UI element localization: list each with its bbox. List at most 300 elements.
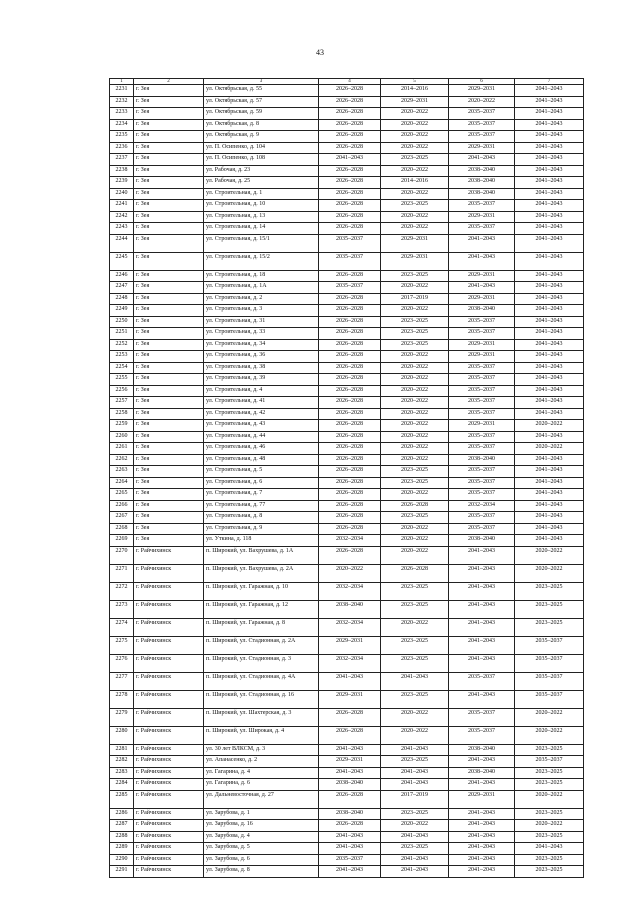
address-cell: ул. Строительная, д. 33 xyxy=(204,328,319,340)
period-cell: 2020–2022 xyxy=(381,408,449,420)
period-cell: 2041–2043 xyxy=(515,454,584,466)
period-cell: 2029–2031 xyxy=(449,142,515,154)
period-cell: 2026–2028 xyxy=(319,270,381,282)
table-row xyxy=(110,672,584,690)
period-cell: 2038–2040 xyxy=(449,744,515,756)
locality-cell: г. Зея xyxy=(134,234,204,252)
row-number-cell: 2236 xyxy=(110,142,134,154)
address-cell: ул. Строительная, д. 6 xyxy=(204,477,319,489)
table-row xyxy=(110,223,584,235)
address-cell: ул. Строительная, д. 48 xyxy=(204,454,319,466)
period-cell: 2026–2028 xyxy=(319,316,381,328)
row-number-cell: 2250 xyxy=(110,316,134,328)
row-number-cell: 2231 xyxy=(110,85,134,97)
period-cell: 2041–2043 xyxy=(381,779,449,791)
row-number-cell: 2270 xyxy=(110,546,134,564)
period-cell: 2026–2028 xyxy=(319,500,381,512)
address-cell: ул. Строительная, д. 14 xyxy=(204,223,319,235)
period-cell: 2026–2028 xyxy=(319,523,381,535)
locality-cell: г. Зея xyxy=(134,362,204,374)
period-cell: 2029–2031 xyxy=(319,690,381,708)
locality-cell: г. Зея xyxy=(134,293,204,305)
table-row xyxy=(110,142,584,154)
table-body xyxy=(110,85,584,878)
period-cell: 2029–2031 xyxy=(449,790,515,808)
table-row xyxy=(110,690,584,708)
row-number-cell: 2234 xyxy=(110,119,134,131)
table-row xyxy=(110,252,584,270)
row-number-cell: 2241 xyxy=(110,200,134,212)
address-cell: ул. Зарубова, д. 16 xyxy=(204,820,319,832)
period-cell: 2035–2037 xyxy=(449,374,515,386)
table-row xyxy=(110,808,584,820)
row-number-cell: 2274 xyxy=(110,618,134,636)
period-cell: 2041–2043 xyxy=(515,119,584,131)
table-row xyxy=(110,282,584,294)
row-number-cell: 2249 xyxy=(110,305,134,317)
period-cell: 2026–2028 xyxy=(319,454,381,466)
period-cell: 2038–2040 xyxy=(449,188,515,200)
period-cell: 2029–2031 xyxy=(449,351,515,363)
address-cell: п. Широкий, ул. Гаражная, д. 8 xyxy=(204,618,319,636)
row-number-cell: 2246 xyxy=(110,270,134,282)
table-row xyxy=(110,600,584,618)
period-cell: 2041–2043 xyxy=(515,305,584,317)
table-row xyxy=(110,854,584,866)
period-cell: 2023–2025 xyxy=(515,831,584,843)
period-cell: 2023–2025 xyxy=(381,756,449,768)
period-cell: 2035–2037 xyxy=(449,489,515,501)
period-cell: 2023–2025 xyxy=(381,636,449,654)
period-cell: 2035–2037 xyxy=(449,443,515,455)
period-cell: 2041–2043 xyxy=(449,808,515,820)
locality-cell: г. Зея xyxy=(134,96,204,108)
period-cell: 2029–2031 xyxy=(449,85,515,97)
period-cell: 2026–2028 xyxy=(319,408,381,420)
period-cell: 2020–2022 xyxy=(381,420,449,432)
period-cell: 2023–2025 xyxy=(381,808,449,820)
locality-cell: г. Зея xyxy=(134,454,204,466)
table-row xyxy=(110,512,584,524)
period-cell: 2020–2022 xyxy=(381,211,449,223)
period-cell: 2041–2043 xyxy=(515,523,584,535)
column-number: 2 xyxy=(134,79,204,85)
table-row xyxy=(110,420,584,432)
period-cell: 2026–2028 xyxy=(319,489,381,501)
locality-cell: г. Зея xyxy=(134,351,204,363)
period-cell: 2026–2028 xyxy=(319,443,381,455)
period-cell: 2026–2028 xyxy=(319,293,381,305)
row-number-cell: 2275 xyxy=(110,636,134,654)
address-cell: ул. Октябрьская, д. 8 xyxy=(204,119,319,131)
period-cell: 2041–2043 xyxy=(449,564,515,582)
row-number-cell: 2285 xyxy=(110,790,134,808)
row-number-cell: 2259 xyxy=(110,420,134,432)
locality-cell: г. Райчихинск xyxy=(134,808,204,820)
locality-cell: г. Зея xyxy=(134,165,204,177)
period-cell: 2041–2043 xyxy=(449,154,515,166)
period-cell: 2038–2040 xyxy=(449,767,515,779)
period-cell: 2041–2043 xyxy=(515,223,584,235)
period-cell: 2035–2037 xyxy=(449,408,515,420)
period-cell: 2026–2028 xyxy=(319,328,381,340)
period-cell: 2038–2040 xyxy=(319,808,381,820)
locality-cell: г. Зея xyxy=(134,477,204,489)
locality-cell: г. Райчихинск xyxy=(134,618,204,636)
period-cell: 2020–2022 xyxy=(449,96,515,108)
locality-cell: г. Зея xyxy=(134,489,204,501)
period-cell: 2026–2028 xyxy=(319,420,381,432)
table-row xyxy=(110,165,584,177)
row-number-cell: 2242 xyxy=(110,211,134,223)
period-cell: 2041–2043 xyxy=(515,385,584,397)
table-row xyxy=(110,744,584,756)
table-row xyxy=(110,466,584,478)
period-cell: 2041–2043 xyxy=(449,654,515,672)
period-cell: 2041–2043 xyxy=(449,234,515,252)
table-row xyxy=(110,843,584,855)
locality-cell: г. Райчихинск xyxy=(134,546,204,564)
period-cell: 2041–2043 xyxy=(515,200,584,212)
period-cell: 2041–2043 xyxy=(515,211,584,223)
period-cell: 2023–2025 xyxy=(515,582,584,600)
locality-cell: г. Зея xyxy=(134,252,204,270)
locality-cell: г. Зея xyxy=(134,270,204,282)
period-cell: 2020–2022 xyxy=(381,305,449,317)
period-cell: 2041–2043 xyxy=(449,843,515,855)
address-cell: ул. Строительная, д. 77 xyxy=(204,500,319,512)
period-cell: 2020–2022 xyxy=(515,564,584,582)
period-cell: 2032–2034 xyxy=(319,582,381,600)
period-cell: 2020–2022 xyxy=(515,820,584,832)
row-number-cell: 2288 xyxy=(110,831,134,843)
period-cell: 2035–2037 xyxy=(515,690,584,708)
period-cell: 2035–2037 xyxy=(319,854,381,866)
table-row xyxy=(110,234,584,252)
address-cell: п. Широкий, ул. Стадионная, д. 3 xyxy=(204,654,319,672)
period-cell: 2041–2043 xyxy=(381,854,449,866)
table-row xyxy=(110,293,584,305)
period-cell: 2041–2043 xyxy=(515,500,584,512)
period-cell: 2035–2037 xyxy=(319,252,381,270)
address-cell: ул. Строительная, д. 44 xyxy=(204,431,319,443)
page-number: 43 xyxy=(316,48,324,57)
period-cell: 2041–2043 xyxy=(515,512,584,524)
address-cell: п. Широкий, ул. Стадионная, д. 4А xyxy=(204,672,319,690)
period-cell: 2041–2043 xyxy=(515,316,584,328)
period-cell: 2041–2043 xyxy=(449,779,515,791)
row-number-cell: 2264 xyxy=(110,477,134,489)
period-cell: 2020–2022 xyxy=(381,523,449,535)
table-row xyxy=(110,270,584,282)
period-cell: 2041–2043 xyxy=(381,831,449,843)
period-cell: 2026–2028 xyxy=(319,477,381,489)
locality-cell: г. Зея xyxy=(134,374,204,386)
locality-cell: г. Райчихинск xyxy=(134,866,204,878)
period-cell: 2041–2043 xyxy=(515,535,584,547)
period-cell: 2029–2031 xyxy=(449,420,515,432)
period-cell: 2041–2043 xyxy=(515,177,584,189)
period-cell: 2035–2037 xyxy=(449,708,515,726)
period-cell: 2041–2043 xyxy=(515,131,584,143)
locality-cell: г. Райчихинск xyxy=(134,820,204,832)
row-number-cell: 2247 xyxy=(110,282,134,294)
row-number-cell: 2289 xyxy=(110,843,134,855)
period-cell: 2035–2037 xyxy=(515,672,584,690)
address-cell: ул. Зарубова, д. 1 xyxy=(204,808,319,820)
period-cell: 2026–2028 xyxy=(319,200,381,212)
row-number-cell: 2258 xyxy=(110,408,134,420)
table-row xyxy=(110,820,584,832)
address-cell: ул. Строительная, д. 18 xyxy=(204,270,319,282)
locality-cell: г. Райчихинск xyxy=(134,854,204,866)
locality-cell: г. Райчихинск xyxy=(134,708,204,726)
period-cell: 2041–2043 xyxy=(515,108,584,120)
period-cell: 2026–2028 xyxy=(319,466,381,478)
address-cell: ул. Апанасенко, д. 2 xyxy=(204,756,319,768)
period-cell: 2041–2043 xyxy=(515,282,584,294)
row-number-cell: 2280 xyxy=(110,726,134,744)
period-cell: 2020–2022 xyxy=(381,374,449,386)
locality-cell: г. Зея xyxy=(134,131,204,143)
period-cell: 2035–2037 xyxy=(449,119,515,131)
period-cell: 2020–2022 xyxy=(381,282,449,294)
address-cell: ул. Дальневосточная, д. 27 xyxy=(204,790,319,808)
address-cell: ул. Строительная, д. 2 xyxy=(204,293,319,305)
period-cell: 2041–2043 xyxy=(319,831,381,843)
period-cell: 2041–2043 xyxy=(515,397,584,409)
row-number-cell: 2281 xyxy=(110,744,134,756)
locality-cell: г. Зея xyxy=(134,85,204,97)
period-cell: 2023–2025 xyxy=(381,339,449,351)
row-number-cell: 2232 xyxy=(110,96,134,108)
locality-cell: г. Зея xyxy=(134,119,204,131)
row-number-cell: 2239 xyxy=(110,177,134,189)
period-cell: 2041–2043 xyxy=(515,431,584,443)
locality-cell: г. Зея xyxy=(134,211,204,223)
table-row xyxy=(110,328,584,340)
period-cell: 2023–2025 xyxy=(381,154,449,166)
address-cell: ул. Зарубова, д. 4 xyxy=(204,831,319,843)
period-cell: 2026–2028 xyxy=(319,108,381,120)
address-cell: ул. Зарубова, д. 8 xyxy=(204,866,319,878)
address-cell: ул. П. Осипенко, д. 108 xyxy=(204,154,319,166)
period-cell: 2041–2043 xyxy=(515,328,584,340)
period-cell: 2041–2043 xyxy=(515,154,584,166)
period-cell: 2041–2043 xyxy=(449,820,515,832)
address-cell: ул. Строительная, д. 43 xyxy=(204,420,319,432)
period-cell: 2026–2028 xyxy=(319,96,381,108)
column-number: 3 xyxy=(204,79,319,85)
locality-cell: г. Зея xyxy=(134,108,204,120)
period-cell: 2020–2022 xyxy=(381,546,449,564)
period-cell: 2041–2043 xyxy=(515,142,584,154)
table-row xyxy=(110,339,584,351)
address-cell: ул. Уткина, д. 118 xyxy=(204,535,319,547)
row-number-cell: 2251 xyxy=(110,328,134,340)
period-cell: 2032–2034 xyxy=(319,618,381,636)
period-cell: 2035–2037 xyxy=(319,234,381,252)
period-cell: 2017–2019 xyxy=(381,790,449,808)
period-cell: 2020–2022 xyxy=(381,708,449,726)
table-row xyxy=(110,119,584,131)
period-cell: 2041–2043 xyxy=(515,85,584,97)
locality-cell: г. Зея xyxy=(134,420,204,432)
address-cell: п. Широкий, ул. Гаражная, д. 12 xyxy=(204,600,319,618)
period-cell: 2020–2022 xyxy=(319,564,381,582)
table-row xyxy=(110,489,584,501)
period-cell: 2020–2022 xyxy=(381,165,449,177)
period-cell: 2026–2028 xyxy=(319,820,381,832)
period-cell: 2041–2043 xyxy=(449,546,515,564)
period-cell: 2026–2028 xyxy=(319,85,381,97)
locality-cell: г. Райчихинск xyxy=(134,790,204,808)
period-cell: 2023–2025 xyxy=(515,618,584,636)
locality-cell: г. Зея xyxy=(134,339,204,351)
period-cell: 2029–2031 xyxy=(381,234,449,252)
period-cell: 2023–2025 xyxy=(381,512,449,524)
period-cell: 2020–2022 xyxy=(381,223,449,235)
period-cell: 2041–2043 xyxy=(515,477,584,489)
locality-cell: г. Райчихинск xyxy=(134,831,204,843)
table-row xyxy=(110,756,584,768)
period-cell: 2026–2028 xyxy=(319,211,381,223)
period-cell: 2035–2037 xyxy=(449,200,515,212)
column-number: 6 xyxy=(449,79,515,85)
address-cell: ул. Строительная, д. 41 xyxy=(204,397,319,409)
row-number-cell: 2267 xyxy=(110,512,134,524)
address-cell: п. Широкий, ул. Вахрушева, д. 2А xyxy=(204,564,319,582)
period-cell: 2026–2028 xyxy=(319,385,381,397)
locality-cell: г. Зея xyxy=(134,305,204,317)
table-row xyxy=(110,374,584,386)
period-cell: 2035–2037 xyxy=(449,431,515,443)
row-number-cell: 2261 xyxy=(110,443,134,455)
table-row xyxy=(110,305,584,317)
period-cell: 2020–2022 xyxy=(381,131,449,143)
period-cell: 2023–2025 xyxy=(381,654,449,672)
period-cell: 2041–2043 xyxy=(515,489,584,501)
row-number-cell: 2238 xyxy=(110,165,134,177)
table-row xyxy=(110,85,584,97)
period-cell: 2041–2043 xyxy=(319,154,381,166)
table-row xyxy=(110,582,584,600)
table-row xyxy=(110,726,584,744)
period-cell: 2035–2037 xyxy=(449,523,515,535)
period-cell: 2029–2031 xyxy=(319,636,381,654)
period-cell: 2041–2043 xyxy=(449,618,515,636)
address-cell: ул. Строительная, д. 4 xyxy=(204,385,319,397)
row-number-cell: 2279 xyxy=(110,708,134,726)
address-cell: п. Широкий, ул. Стадионная, д. 16 xyxy=(204,690,319,708)
period-cell: 2023–2025 xyxy=(381,582,449,600)
row-number-cell: 2269 xyxy=(110,535,134,547)
address-cell: п. Широкий, ул. Шахтерская, д. 3 xyxy=(204,708,319,726)
period-cell: 2026–2028 xyxy=(381,500,449,512)
period-cell: 2020–2022 xyxy=(515,708,584,726)
table-row xyxy=(110,200,584,212)
table-row xyxy=(110,454,584,466)
period-cell: 2041–2043 xyxy=(449,600,515,618)
period-cell: 2041–2043 xyxy=(381,744,449,756)
period-cell: 2032–2034 xyxy=(319,535,381,547)
period-cell: 2026–2028 xyxy=(319,188,381,200)
period-cell: 2020–2022 xyxy=(381,385,449,397)
address-cell: ул. Октябрьская, д. 55 xyxy=(204,85,319,97)
locality-cell: г. Зея xyxy=(134,200,204,212)
period-cell: 2035–2037 xyxy=(449,477,515,489)
period-cell: 2041–2043 xyxy=(449,690,515,708)
locality-cell: г. Зея xyxy=(134,188,204,200)
locality-cell: г. Зея xyxy=(134,443,204,455)
table-row xyxy=(110,866,584,878)
address-cell: ул. Октябрьская, д. 9 xyxy=(204,131,319,143)
period-cell: 2041–2043 xyxy=(319,767,381,779)
address-cell: ул. Строительная, д. 15/1 xyxy=(204,234,319,252)
period-cell: 2029–2031 xyxy=(319,756,381,768)
period-cell: 2023–2025 xyxy=(381,200,449,212)
locality-cell: г. Зея xyxy=(134,535,204,547)
locality-cell: г. Зея xyxy=(134,177,204,189)
row-number-cell: 2265 xyxy=(110,489,134,501)
period-cell: 2026–2028 xyxy=(319,708,381,726)
table-row xyxy=(110,636,584,654)
address-cell: п. Широкий, ул. Гаражная, д. 10 xyxy=(204,582,319,600)
period-cell: 2026–2028 xyxy=(319,362,381,374)
locality-cell: г. Зея xyxy=(134,523,204,535)
locality-cell: г. Райчихинск xyxy=(134,843,204,855)
period-cell: 2026–2028 xyxy=(319,431,381,443)
period-cell: 2041–2043 xyxy=(515,96,584,108)
table-row xyxy=(110,477,584,489)
period-cell: 2041–2043 xyxy=(515,293,584,305)
table-row xyxy=(110,779,584,791)
period-cell: 2041–2043 xyxy=(449,866,515,878)
period-cell: 2020–2022 xyxy=(381,188,449,200)
locality-cell: г. Райчихинск xyxy=(134,564,204,582)
period-cell: 2020–2022 xyxy=(381,142,449,154)
period-cell: 2023–2025 xyxy=(515,744,584,756)
table-row xyxy=(110,362,584,374)
period-cell: 2020–2022 xyxy=(515,726,584,744)
housing-schedule-table xyxy=(109,78,584,878)
table-row xyxy=(110,443,584,455)
address-cell: ул. Строительная, д. 34 xyxy=(204,339,319,351)
period-cell: 2035–2037 xyxy=(449,466,515,478)
period-cell: 2041–2043 xyxy=(515,843,584,855)
period-cell: 2029–2031 xyxy=(449,211,515,223)
address-cell: ул. Строительная, д. 1 xyxy=(204,188,319,200)
period-cell: 2026–2028 xyxy=(319,305,381,317)
period-cell: 2023–2025 xyxy=(515,779,584,791)
table-row xyxy=(110,131,584,143)
period-cell: 2026–2028 xyxy=(381,564,449,582)
row-number-cell: 2277 xyxy=(110,672,134,690)
locality-cell: г. Райчихинск xyxy=(134,756,204,768)
period-cell: 2041–2043 xyxy=(515,466,584,478)
table-row xyxy=(110,316,584,328)
period-cell: 2020–2022 xyxy=(515,790,584,808)
row-number-cell: 2266 xyxy=(110,500,134,512)
period-cell: 2035–2037 xyxy=(449,512,515,524)
row-number-cell: 2233 xyxy=(110,108,134,120)
period-cell: 2026–2028 xyxy=(319,119,381,131)
period-cell: 2038–2040 xyxy=(449,305,515,317)
period-cell: 2020–2022 xyxy=(381,489,449,501)
period-cell: 2038–2040 xyxy=(449,165,515,177)
row-number-cell: 2255 xyxy=(110,374,134,386)
period-cell: 2020–2022 xyxy=(381,535,449,547)
